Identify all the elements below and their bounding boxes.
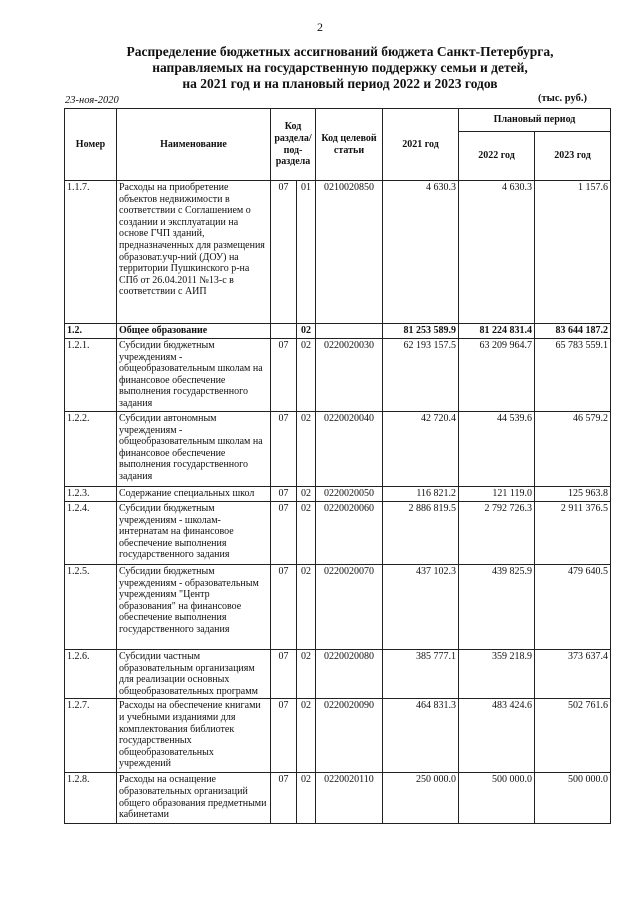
header-year-2021: 2021 год: [383, 109, 459, 181]
row-value-2023: 46 579.2: [535, 412, 611, 487]
row-subsection: 02: [297, 650, 316, 699]
row-number: 1.2.5.: [65, 565, 117, 650]
title-line-3: на 2021 год и на плановый период 2022 и 2023 годов: [182, 76, 498, 91]
row-target-code: 0210020850: [316, 181, 383, 324]
row-value-2021: 464 831.3: [383, 699, 459, 773]
header-number: Номер: [65, 109, 117, 181]
row-target-code: 0220020050: [316, 487, 383, 502]
row-section: 07: [271, 565, 297, 650]
row-number: 1.1.7.: [65, 181, 117, 324]
row-value-2022: 359 218.9: [459, 650, 535, 699]
table-row: [65, 487, 611, 502]
units-label: (тыс. руб.): [538, 93, 587, 104]
header-year-2022: 2022 год: [459, 132, 535, 181]
row-section: 07: [271, 412, 297, 487]
row-value-2023: 65 783 559.1: [535, 339, 611, 412]
row-subsection: 02: [297, 502, 316, 565]
row-name: Расходы на оснащение образовательных организаций общего образования предметными кабинетами: [117, 773, 271, 824]
row-number: 1.2.7.: [65, 699, 117, 773]
row-value-2022: 500 000.0: [459, 773, 535, 824]
row-name: Расходы на обеспечение книгами и учебными изданиями для комплектования библиотек государственных общеобразовательных учреждений: [117, 699, 271, 773]
row-name: Субсидии автономным учреждениям - общеобразовательным школам на финансовое обеспечение выполнения государственного задания: [117, 412, 271, 487]
row-number: 1.2.2.: [65, 412, 117, 487]
row-target-code: 0220020040: [316, 412, 383, 487]
row-subsection: 02: [297, 773, 316, 824]
row-target-code: 0220020030: [316, 339, 383, 412]
document-date: 23-ноя-2020: [65, 95, 119, 106]
table-row: [65, 324, 611, 339]
row-value-2022: 44 539.6: [459, 412, 535, 487]
table-row: [65, 565, 611, 650]
row-number: 1.2.6.: [65, 650, 117, 699]
row-value-2021: 116 821.2: [383, 487, 459, 502]
row-value-2022: 63 209 964.7: [459, 339, 535, 412]
row-section: 07: [271, 487, 297, 502]
header-planned-period: Плановый период: [459, 109, 611, 132]
row-value-2023: 1 157.6: [535, 181, 611, 324]
table-row: [65, 339, 611, 412]
row-target-code: 0220020070: [316, 565, 383, 650]
row-number: 1.2.4.: [65, 502, 117, 565]
row-name: Субсидии бюджетным учреждениям - школам-интернатам на финансовое обеспечение выполнения государственного задания: [117, 502, 271, 565]
row-value-2022: 121 119.0: [459, 487, 535, 502]
header-year-2023: 2023 год: [535, 132, 611, 181]
header-target-code: Код целевой статьи: [316, 109, 383, 181]
row-value-2023: 83 644 187.2: [535, 324, 611, 339]
row-value-2021: 81 253 589.9: [383, 324, 459, 339]
title-line-1: Распределение бюджетных ассигнований бюджета Санкт-Петербурга,: [126, 44, 554, 59]
row-value-2021: 437 102.3: [383, 565, 459, 650]
row-section: 07: [271, 773, 297, 824]
page-number: 2: [317, 20, 323, 34]
row-number: 1.2.8.: [65, 773, 117, 824]
row-value-2023: 125 963.8: [535, 487, 611, 502]
table-row: [65, 650, 611, 699]
table-row: [65, 773, 611, 824]
row-target-code: 0220020080: [316, 650, 383, 699]
table-row: [65, 412, 611, 487]
row-target-code: [316, 324, 383, 339]
row-value-2023: 500 000.0: [535, 773, 611, 824]
row-target-code: 0220020060: [316, 502, 383, 565]
row-value-2022: 81 224 831.4: [459, 324, 535, 339]
table-row: [65, 181, 611, 324]
row-value-2021: 4 630.3: [383, 181, 459, 324]
row-subsection: 02: [297, 324, 316, 339]
row-value-2022: 439 825.9: [459, 565, 535, 650]
row-section: 07: [271, 650, 297, 699]
table-row: [65, 502, 611, 565]
row-value-2021: 42 720.4: [383, 412, 459, 487]
row-value-2023: 502 761.6: [535, 699, 611, 773]
header-section-code: Код раздела/ под-раздела: [271, 109, 316, 181]
row-subsection: 02: [297, 699, 316, 773]
row-section: 07: [271, 502, 297, 565]
row-value-2021: 2 886 819.5: [383, 502, 459, 565]
row-number: 1.2.3.: [65, 487, 117, 502]
row-name: Субсидии бюджетным учреждениям - общеобразовательным школам на финансовое обеспечение выполнения государственного задания: [117, 339, 271, 412]
row-target-code: 0220020090: [316, 699, 383, 773]
row-name: Субсидии частным образовательным организациям для реализации основных общеобразовательных программ: [117, 650, 271, 699]
row-name: Содержание специальных школ: [117, 487, 271, 502]
row-name: Субсидии бюджетным учреждениям - образовательным учреждениям "Центр образования" на финансовое обеспечение выполнения государственного задания: [117, 565, 271, 650]
row-name: Расходы на приобретение объектов недвижимости в соответствии с Соглашением о создании и эксплуатации на основе ГЧП зданий, предназначенных для размещения образоват.учр-ний (ДОУ) на территории Пушкинского р-на СПб от 26.04.2011 №13-с в соответствии с АИП: [117, 181, 271, 324]
row-subsection: 02: [297, 565, 316, 650]
row-value-2022: 4 630.3: [459, 181, 535, 324]
document-title: [90, 44, 590, 92]
title-line-2: направляемых на государственную поддержку семьи и детей,: [152, 60, 528, 75]
header-name: Наименование: [117, 109, 271, 181]
row-value-2022: 2 792 726.3: [459, 502, 535, 565]
row-value-2021: 62 193 157.5: [383, 339, 459, 412]
budget-table: [64, 108, 611, 824]
row-section: 07: [271, 181, 297, 324]
row-section: [271, 324, 297, 339]
row-subsection: 02: [297, 412, 316, 487]
table-row: [65, 699, 611, 773]
row-value-2022: 483 424.6: [459, 699, 535, 773]
row-value-2023: 373 637.4: [535, 650, 611, 699]
row-value-2021: 250 000.0: [383, 773, 459, 824]
row-value-2021: 385 777.1: [383, 650, 459, 699]
row-value-2023: 479 640.5: [535, 565, 611, 650]
row-name: Общее образование: [117, 324, 271, 339]
row-section: 07: [271, 339, 297, 412]
row-subsection: 02: [297, 487, 316, 502]
row-number: 1.2.1.: [65, 339, 117, 412]
row-subsection: 01: [297, 181, 316, 324]
row-number: 1.2.: [65, 324, 117, 339]
row-target-code: 0220020110: [316, 773, 383, 824]
row-subsection: 02: [297, 339, 316, 412]
row-section: 07: [271, 699, 297, 773]
row-value-2023: 2 911 376.5: [535, 502, 611, 565]
